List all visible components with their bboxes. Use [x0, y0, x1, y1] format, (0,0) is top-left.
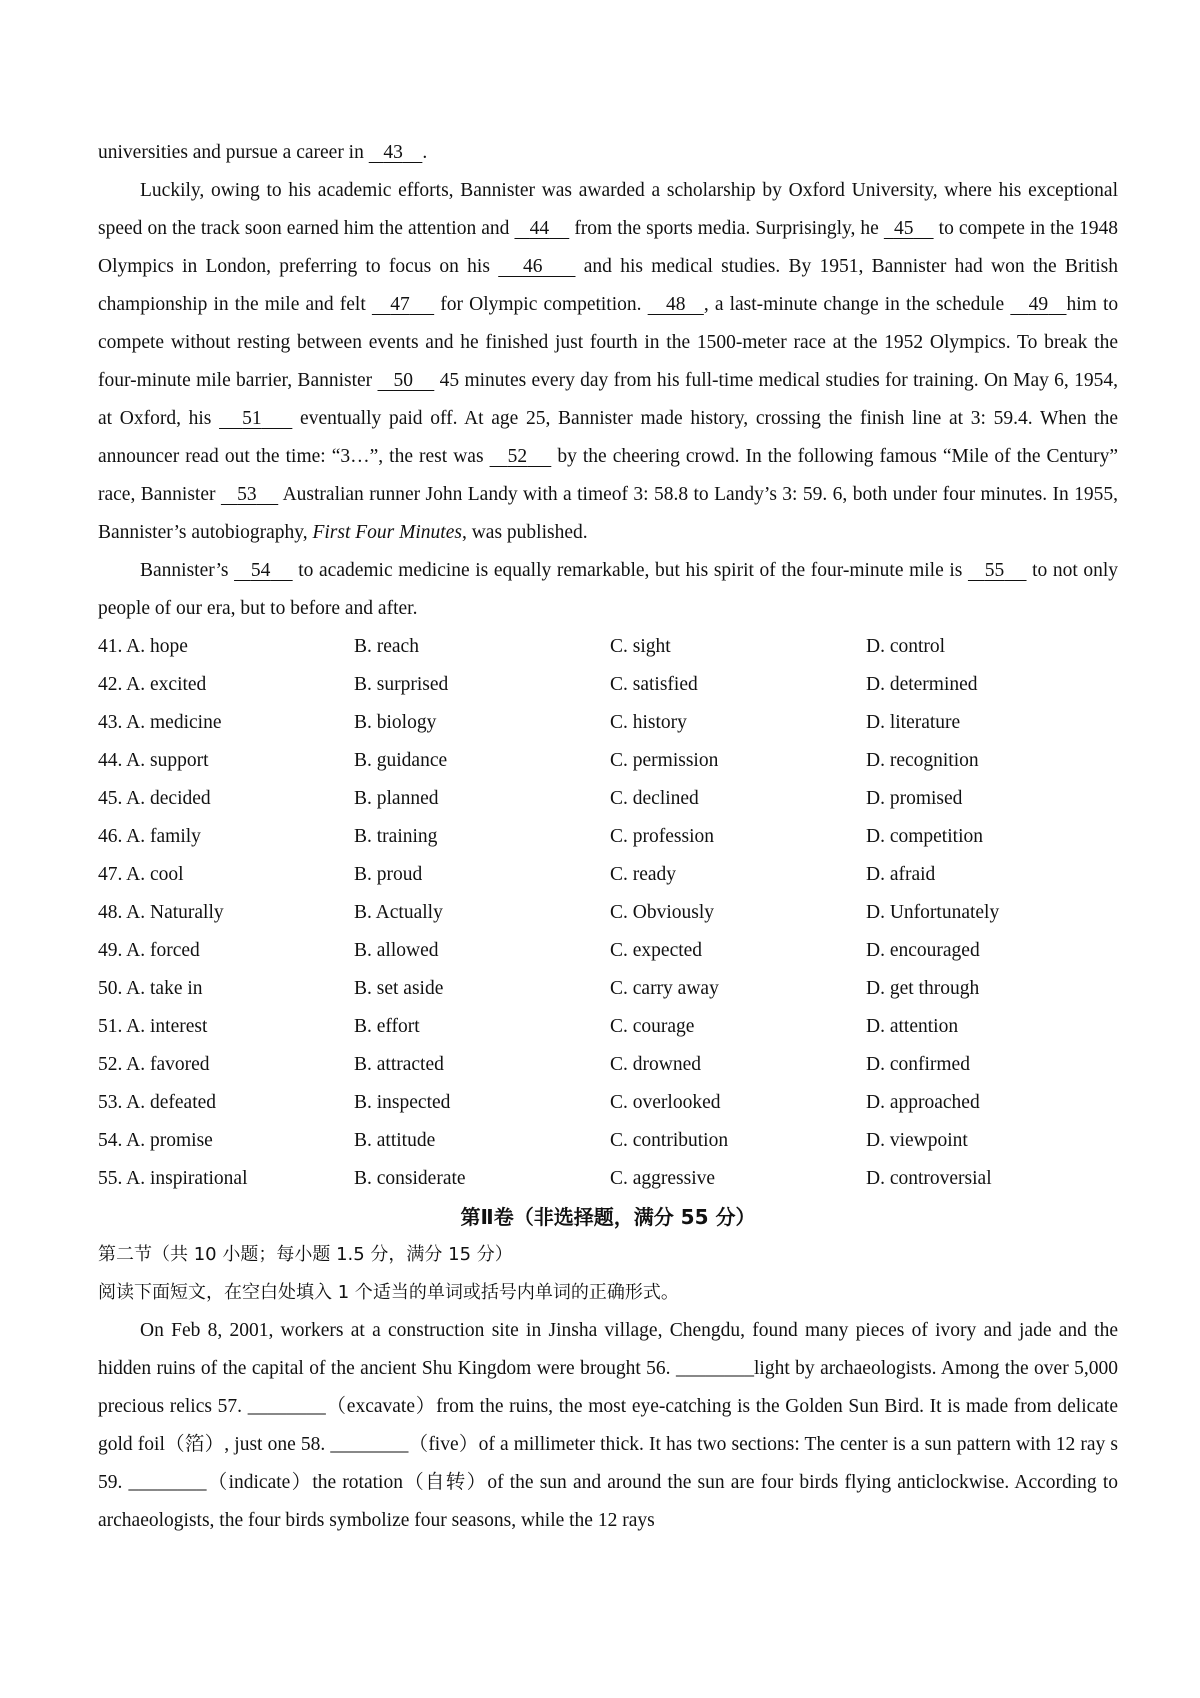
- passage-text: , a last-minute change in the schedule: [703, 294, 1005, 315]
- blank-59: ________: [128, 1472, 207, 1493]
- option-a: 52. A. favored: [98, 1054, 210, 1075]
- passage-text: to compete in the 1948 Olympics in London, preferring to focus on his: [98, 218, 1119, 277]
- option-d: D. confirmed: [866, 1054, 970, 1075]
- options-row-49: [98, 932, 1118, 970]
- option-c: C. courage: [610, 1016, 695, 1037]
- passage-intro-line: universities and pursue a career in 43 .: [98, 142, 428, 163]
- options-row-53: [98, 1084, 1118, 1122]
- part-2-title: 第Ⅱ卷（非选择题，满分 55 分）: [460, 1205, 756, 1229]
- blank-57: ________: [247, 1396, 326, 1417]
- option-b: B. considerate: [354, 1168, 466, 1189]
- blank-47: 47: [390, 294, 410, 315]
- option-c: C. permission: [610, 750, 719, 771]
- passage-text: Luckily, owing to his academic efforts, Bannister was awarded a scholarship by Oxford University, where his exceptional speed on the track soon earned him the attention and: [98, 180, 1118, 239]
- option-b: B. attitude: [354, 1130, 436, 1151]
- passage-text: eventually paid off. At age 25, Bannister made history, crossing the finish line at 3: 59.4. When the announcer read out the time: “3…”, the rest was: [98, 408, 1119, 467]
- blank-44: 44: [529, 218, 550, 239]
- option-a: 41. A. hope: [98, 636, 188, 657]
- blank-55: 55: [984, 560, 1005, 581]
- option-d: D. attention: [866, 1016, 959, 1037]
- option-c: C. profession: [610, 826, 714, 847]
- option-c: C. Obviously: [610, 902, 715, 923]
- option-b: B. effort: [354, 1016, 420, 1037]
- options-row-47: [98, 856, 1118, 894]
- option-b: B. proud: [354, 864, 423, 885]
- options-row-43: [98, 704, 1118, 742]
- blank-58: ________: [330, 1434, 409, 1455]
- passage-text: , was published.: [461, 522, 588, 543]
- option-b: B. planned: [354, 788, 439, 809]
- blank-53: 53: [237, 484, 257, 505]
- passage-text: （indicate）the rotation（自转）of the sun and around the sun are four birds flying anticlockwise. According to archaeologists, the four birds symbolize four seasons, while the 12 rays: [98, 1472, 1119, 1531]
- passage-paragraph-1: [98, 172, 1118, 552]
- blank-54: 54: [250, 560, 271, 581]
- option-a: 46. A. family: [98, 826, 201, 847]
- option-c: C. expected: [610, 940, 703, 961]
- options-row-45: [98, 780, 1118, 818]
- option-d: D. Unfortunately: [866, 902, 1000, 923]
- option-a: 43. A. medicine: [98, 712, 222, 733]
- option-c: C. ready: [610, 864, 677, 885]
- option-a: 53. A. defeated: [98, 1092, 217, 1113]
- passage-text: to not only people of our era, but to before and after.: [98, 560, 1119, 619]
- option-d: D. get through: [866, 978, 980, 999]
- option-b: B. set aside: [354, 978, 444, 999]
- passage-text: from the sports media. Surprisingly, he: [574, 218, 879, 239]
- option-c: C. declined: [610, 788, 699, 809]
- option-d: D. determined: [866, 674, 978, 695]
- option-b: B. guidance: [354, 750, 448, 771]
- options-row-52: [98, 1046, 1118, 1084]
- option-c: C. drowned: [610, 1054, 701, 1075]
- passage-text: Bannister’s: [140, 560, 229, 581]
- passage-text: On Feb 8, 2001, workers at a construction site in Jinsha village, Chengdu, found many pieces of ivory and jade and the hidden ruins of the capital of the ancient Shu Kingdom were brought 56.: [98, 1320, 1118, 1379]
- options-row-48: [98, 894, 1118, 932]
- option-a: 48. A. Naturally: [98, 902, 224, 923]
- option-a: 50. A. take in: [98, 978, 203, 999]
- option-a: 44. A. support: [98, 750, 209, 771]
- option-b: B. training: [354, 826, 438, 847]
- passage-text: and his medical studies. By 1951, Bannister had won the British championship in the mile and felt: [98, 256, 1119, 315]
- option-d: D. control: [866, 636, 946, 657]
- options-row-42: [98, 666, 1118, 704]
- option-b: B. reach: [354, 636, 419, 657]
- blank-46: 46: [522, 256, 543, 277]
- options-row-50: [98, 970, 1118, 1008]
- option-d: D. promised: [866, 788, 963, 809]
- passage-text: （excavate）from the ruins, the most eye-catching is the Golden Sun Bird. It is made from delicate gold foil（箔）, just one 58.: [98, 1396, 1118, 1455]
- option-b: B. attracted: [354, 1054, 444, 1075]
- option-c: C. history: [610, 712, 687, 733]
- blank-48: 48: [666, 294, 686, 315]
- blank-45: 45: [893, 218, 914, 239]
- option-a: 47. A. cool: [98, 864, 184, 885]
- passage-text: light by archaeologists. Among the over 5,000 precious relics 57.: [98, 1358, 1118, 1417]
- passage-paragraph-2: [98, 552, 1118, 628]
- options-row-55: [98, 1160, 1118, 1198]
- instruction-text: 阅读下面短文，在空白处填入 1 个适当的单词或括号内单词的正确形式。: [98, 1282, 679, 1303]
- option-c: C. aggressive: [610, 1168, 716, 1189]
- options-row-46: [98, 818, 1118, 856]
- option-a: 55. A. inspirational: [98, 1168, 248, 1189]
- option-c: C. satisfied: [610, 674, 698, 695]
- passage-text: by the cheering crowd. In the following famous “Mile of the Century” race, Bannister: [98, 446, 1119, 505]
- option-c: C. carry away: [610, 978, 719, 999]
- option-b: B. allowed: [354, 940, 439, 961]
- option-d: D. recognition: [866, 750, 979, 771]
- blank-52: 52: [507, 446, 528, 467]
- option-a: 54. A. promise: [98, 1130, 213, 1151]
- section-heading: 第二节（共 10 小题；每小题 1.5 分，满分 15 分）: [98, 1244, 513, 1265]
- answer-options-list: [98, 628, 1118, 1198]
- option-b: B. inspected: [354, 1092, 451, 1113]
- option-a: 45. A. decided: [98, 788, 211, 809]
- options-row-54: [98, 1122, 1118, 1160]
- options-row-41: [98, 628, 1118, 666]
- passage-text: universities and pursue a career in: [98, 142, 364, 163]
- option-b: B. surprised: [354, 674, 449, 695]
- options-row-51: [98, 1008, 1118, 1046]
- option-c: C. sight: [610, 636, 671, 657]
- option-d: D. encouraged: [866, 940, 980, 961]
- book-title: First Four Minutes: [312, 522, 462, 543]
- option-c: C. contribution: [610, 1130, 729, 1151]
- passage-text: to academic medicine is equally remarkable, but his spirit of the four-minute mile is: [298, 560, 963, 581]
- document-page: [98, 134, 1118, 1540]
- option-d: D. afraid: [866, 864, 936, 885]
- passage-text: for Olympic competition.: [440, 294, 642, 315]
- blank-49: 49: [1028, 294, 1049, 315]
- option-a: 42. A. excited: [98, 674, 207, 695]
- option-d: D. approached: [866, 1092, 980, 1113]
- option-a: 49. A. forced: [98, 940, 200, 961]
- passage-text: Australian runner John Landy with a timeof 3: 58.8 to Landy’s 3: 59. 6, both under four minutes. In 1955, Bannister’s autobiography,: [98, 484, 1119, 543]
- option-d: D. viewpoint: [866, 1130, 968, 1151]
- passage-text: （five）of a millimeter thick. It has two sections: The center is a sun pattern with 12 ray s 59.: [98, 1434, 1119, 1493]
- option-d: D. literature: [866, 712, 961, 733]
- option-a: 51. A. interest: [98, 1016, 208, 1037]
- option-b: B. biology: [354, 712, 437, 733]
- grammar-passage: [98, 1312, 1118, 1540]
- blank-43: 43: [383, 142, 403, 163]
- blank-56: ________: [675, 1358, 754, 1379]
- passage-text: him to compete without resting between events and he finished just fourth in the 1500-meter race at the 1952 Olympics. To break the four-minute mile barrier, Bannister: [98, 294, 1119, 391]
- blank-51: 51: [242, 408, 262, 429]
- passage-text: 45 minutes every day from his full-time medical studies for training. On May 6, 1954, at Oxford, his: [98, 370, 1119, 429]
- option-d: D. controversial: [866, 1168, 992, 1189]
- option-c: C. overlooked: [610, 1092, 721, 1113]
- options-row-44: [98, 742, 1118, 780]
- option-b: B. Actually: [354, 902, 443, 923]
- blank-50: 50: [393, 370, 413, 391]
- option-d: D. competition: [866, 826, 983, 847]
